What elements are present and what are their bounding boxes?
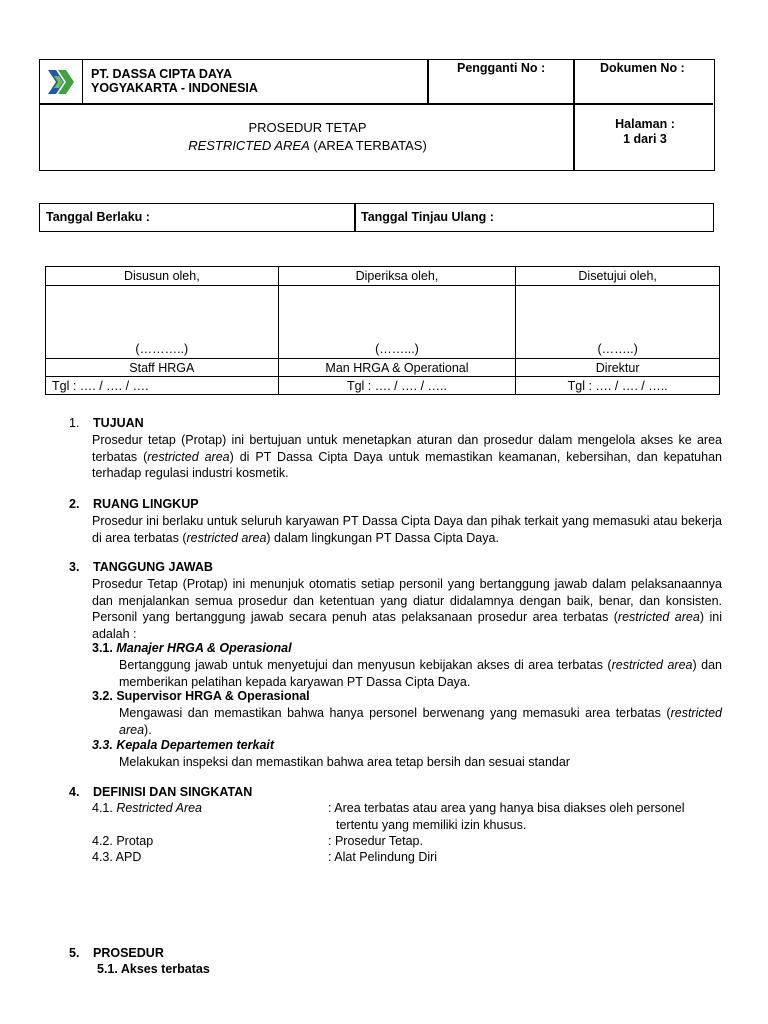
dates-box bbox=[39, 203, 714, 232]
company-location: YOGYAKARTA - INDONESIA bbox=[91, 81, 258, 95]
definition-text: : Area terbatas atau area yang hanya bisa diakses oleh personel bbox=[328, 801, 685, 815]
signature-placeholder: (……..) bbox=[516, 286, 720, 359]
approval-date: Tgl : …. / …. / ….. bbox=[278, 377, 516, 395]
document-title: PROSEDUR TETAP bbox=[248, 120, 367, 135]
approval-date: Tgl : …. / …. / ….. bbox=[516, 377, 720, 395]
divider bbox=[354, 204, 356, 231]
signature-placeholder: (……...) bbox=[278, 286, 516, 359]
halaman-label: Halaman : bbox=[615, 117, 675, 131]
approval-date: Tgl : …. / …. / …. bbox=[46, 377, 279, 395]
signature-placeholder: (………..) bbox=[46, 286, 279, 359]
approver-role: Staff HRGA bbox=[46, 359, 279, 377]
subsection-title: 3.2. Supervisor HRGA & Operasional bbox=[92, 689, 310, 703]
subsection-text: Mengawasi dan memastikan bahwa hanya personel berwenang yang memasuki area terbatas (restricted area). bbox=[119, 706, 722, 737]
section-number: 4. bbox=[69, 785, 80, 799]
approver-role: Direktur bbox=[516, 359, 720, 377]
section-number: 1. bbox=[69, 416, 80, 430]
company-name: PT. DASSA CIPTA DAYA bbox=[91, 67, 233, 81]
divider bbox=[40, 103, 713, 105]
halaman-value: 1 dari 3 bbox=[623, 132, 667, 146]
definition-text-continued: tertentu yang memiliki izin khusus. bbox=[336, 818, 527, 832]
dokumen-label: Dokumen No : bbox=[600, 61, 685, 75]
approval-heading: Disusun oleh, bbox=[46, 267, 279, 286]
approval-table bbox=[45, 266, 720, 395]
divider bbox=[82, 60, 83, 104]
approval-heading: Diperiksa oleh, bbox=[278, 267, 516, 286]
section-number: 3. bbox=[69, 560, 80, 574]
subsection-text: Bertanggung jawab untuk menyetujui dan menyusun kebijakan akses di area terbatas (restricted area) dan memberikan pelatihan kepada karyawan PT Dassa Cipta Daya. bbox=[119, 658, 722, 689]
subsection-title: 5.1. Akses terbatas bbox=[97, 962, 210, 976]
definition-term: 4.2. Protap bbox=[92, 834, 154, 848]
section-title-ruang-lingkup: RUANG LINGKUP bbox=[93, 497, 199, 511]
tanggal-berlaku-label: Tanggal Berlaku : bbox=[46, 210, 150, 224]
approval-signature-row bbox=[46, 286, 720, 359]
section-title-tanggung-jawab: TANGGUNG JAWAB bbox=[93, 560, 213, 574]
section-title-tujuan: TUJUAN bbox=[93, 416, 144, 430]
pengganti-label: Pengganti No : bbox=[457, 61, 546, 75]
section-tanggung-jawab-text: Prosedur Tetap (Protap) ini menunjuk otomatis setiap personil yang bertanggung jawab dalam pelaksanaannya dan menjalankan semua prosedur dan ketentuan yang diatur didalamnya dengan baik, benar, dan konsisten. Personil yang bertanggung jawab secara penuh atas pelaksanaan prosedur area terbatas (restricted area) ini adalah : bbox=[92, 577, 722, 641]
section-ruang-lingkup-text: Prosedur ini berlaku untuk seluruh karyawan PT Dassa Cipta Daya dan pihak terkait yang memasuki atau bekerja di area terbatas (restricted area) dalam lingkungan PT Dassa Cipta Daya. bbox=[92, 514, 722, 545]
definition-term: 4.3. APD bbox=[92, 850, 142, 864]
subsection-title: 3.1. Manajer HRGA & Operasional bbox=[92, 641, 292, 655]
tanggal-tinjau-label: Tanggal Tinjau Ulang : bbox=[361, 210, 494, 224]
section-title-definisi: DEFINISI DAN SINGKATAN bbox=[93, 785, 253, 799]
document-header bbox=[39, 59, 715, 171]
definition-text: : Alat Pelindung Diri bbox=[328, 850, 438, 864]
approval-heading-row bbox=[46, 267, 720, 286]
subsection-text: Melakukan inspeksi dan memastikan bahwa area tetap bersih dan sesuai standar bbox=[119, 755, 570, 769]
section-title-prosedur: PROSEDUR bbox=[93, 946, 164, 960]
divider bbox=[427, 60, 429, 104]
logo-icon bbox=[44, 64, 80, 100]
section-number: 5. bbox=[69, 946, 80, 960]
section-tujuan-text: Prosedur tetap (Protap) ini bertujuan untuk menetapkan aturan dan prosedur dalam mengelola akses ke area terbatas (restricted area) di PT Dassa Cipta Daya untuk memastikan keamanan, kebersihan, dan kepatuhan terhadap regulasi industri kosmetik. bbox=[92, 433, 722, 480]
definition-text: : Prosedur Tetap. bbox=[328, 834, 423, 848]
approval-heading: Disetujui oleh, bbox=[516, 267, 720, 286]
subsection-title: 3.3. Kepala Departemen terkait bbox=[92, 738, 275, 752]
section-number: 2. bbox=[69, 497, 80, 511]
document-subtitle: RESTRICTED AREA (AREA TERBATAS) bbox=[188, 138, 427, 153]
approval-date-row bbox=[46, 377, 720, 395]
approver-role: Man HRGA & Operational bbox=[278, 359, 516, 377]
definition-term: 4.1. Restricted Area bbox=[92, 801, 203, 815]
approval-role-row bbox=[46, 359, 720, 377]
company-logo bbox=[44, 64, 80, 100]
